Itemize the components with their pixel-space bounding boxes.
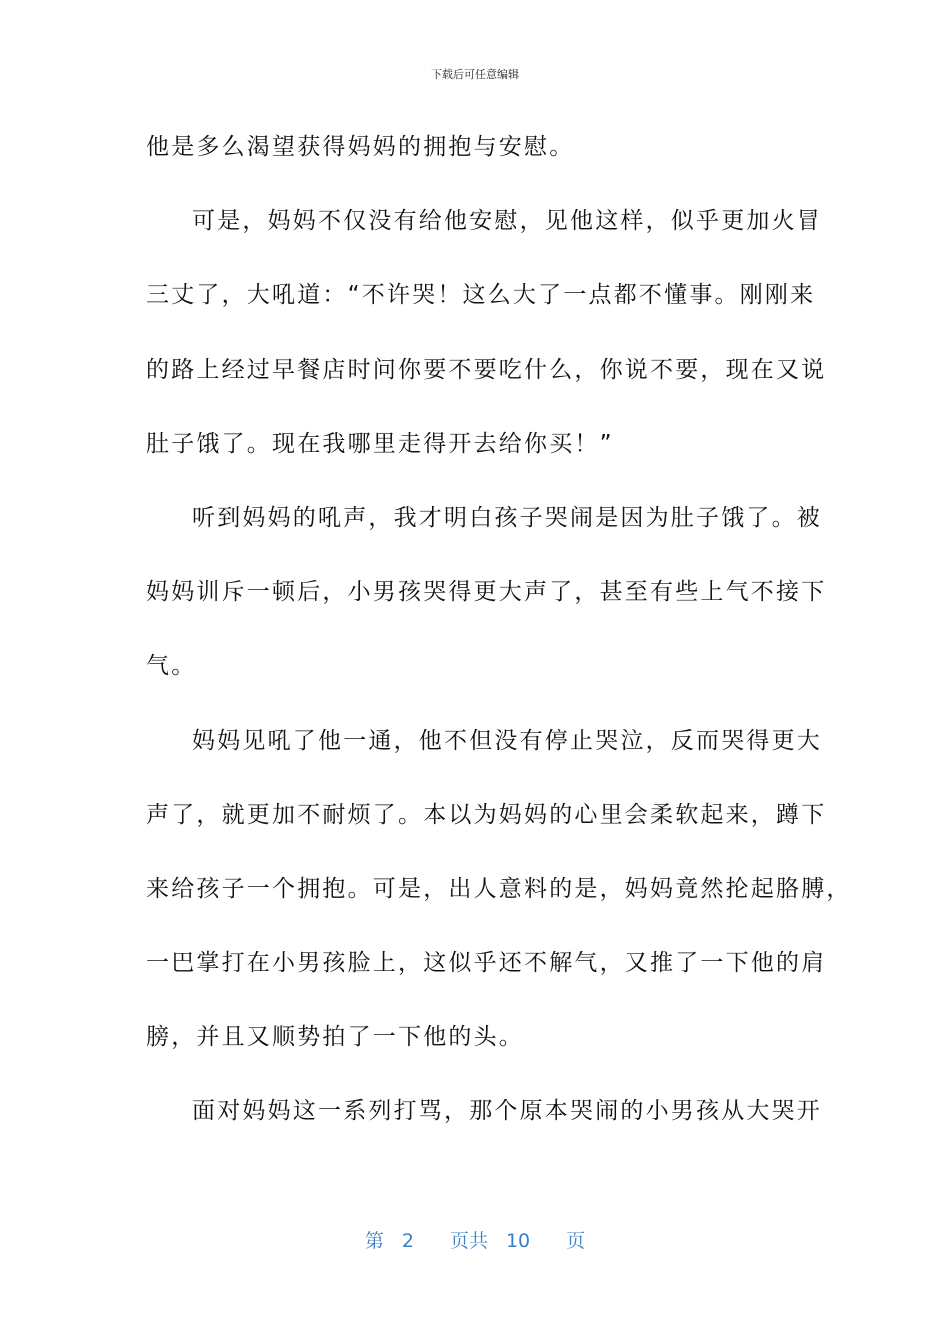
text-line: 一巴掌打在小男孩脸上，这似乎还不解气，又推了一下他的肩 bbox=[146, 950, 827, 977]
paragraph-start-line: 可是，妈妈不仅没有给他安慰，见他这样，似乎更加火冒 bbox=[192, 208, 822, 235]
text-line: 气。 bbox=[146, 653, 197, 680]
paragraph-start-line: 面对妈妈这一系列打骂，那个原本哭闹的小男孩从大哭开 bbox=[192, 1098, 822, 1125]
text-line: 他是多么渴望获得妈妈的拥抱与安慰。 bbox=[146, 134, 575, 160]
text-line: 三丈了，大吼道：“不许哭！这么大了一点都不懂事。刚刚来 bbox=[146, 282, 816, 309]
body-text bbox=[146, 127, 852, 1166]
page-label-prefix: 第 bbox=[364, 1230, 384, 1252]
paragraph-start-line: 妈妈见吼了他一通，他不但没有停止哭泣，反而哭得更大 bbox=[192, 727, 822, 754]
text-line: 膀，并且又顺势拍了一下他的头。 bbox=[146, 1024, 524, 1051]
text-line: 的路上经过早餐店时问你要不要吃什么，你说不要，现在又说 bbox=[146, 356, 827, 383]
text-line: 妈妈训斥一顿后，小男孩哭得更大声了，甚至有些上气不接下 bbox=[146, 579, 827, 606]
text-line: 肚子饿了。现在我哪里走得开去给你买！” bbox=[146, 430, 614, 457]
text-line: 来给孩子一个拥抱。可是，出人意料的是，妈妈竟然抡起胳膊， bbox=[146, 875, 852, 902]
page-total-number: 10 bbox=[505, 1230, 531, 1252]
page-number-footer bbox=[0, 1226, 950, 1253]
page-label-suffix: 页 bbox=[566, 1230, 586, 1252]
text-line: 声了，就更加不耐烦了。本以为妈妈的心里会柔软起来，蹲下 bbox=[146, 801, 827, 828]
page-current-number: 2 bbox=[401, 1230, 414, 1252]
page-label-middle: 页共 bbox=[449, 1230, 488, 1252]
page-header-note: 下载后可任意编辑 bbox=[431, 68, 519, 81]
paragraph-start-line: 听到妈妈的吼声，我才明白孩子哭闹是因为肚子饿了。被 bbox=[192, 504, 822, 531]
